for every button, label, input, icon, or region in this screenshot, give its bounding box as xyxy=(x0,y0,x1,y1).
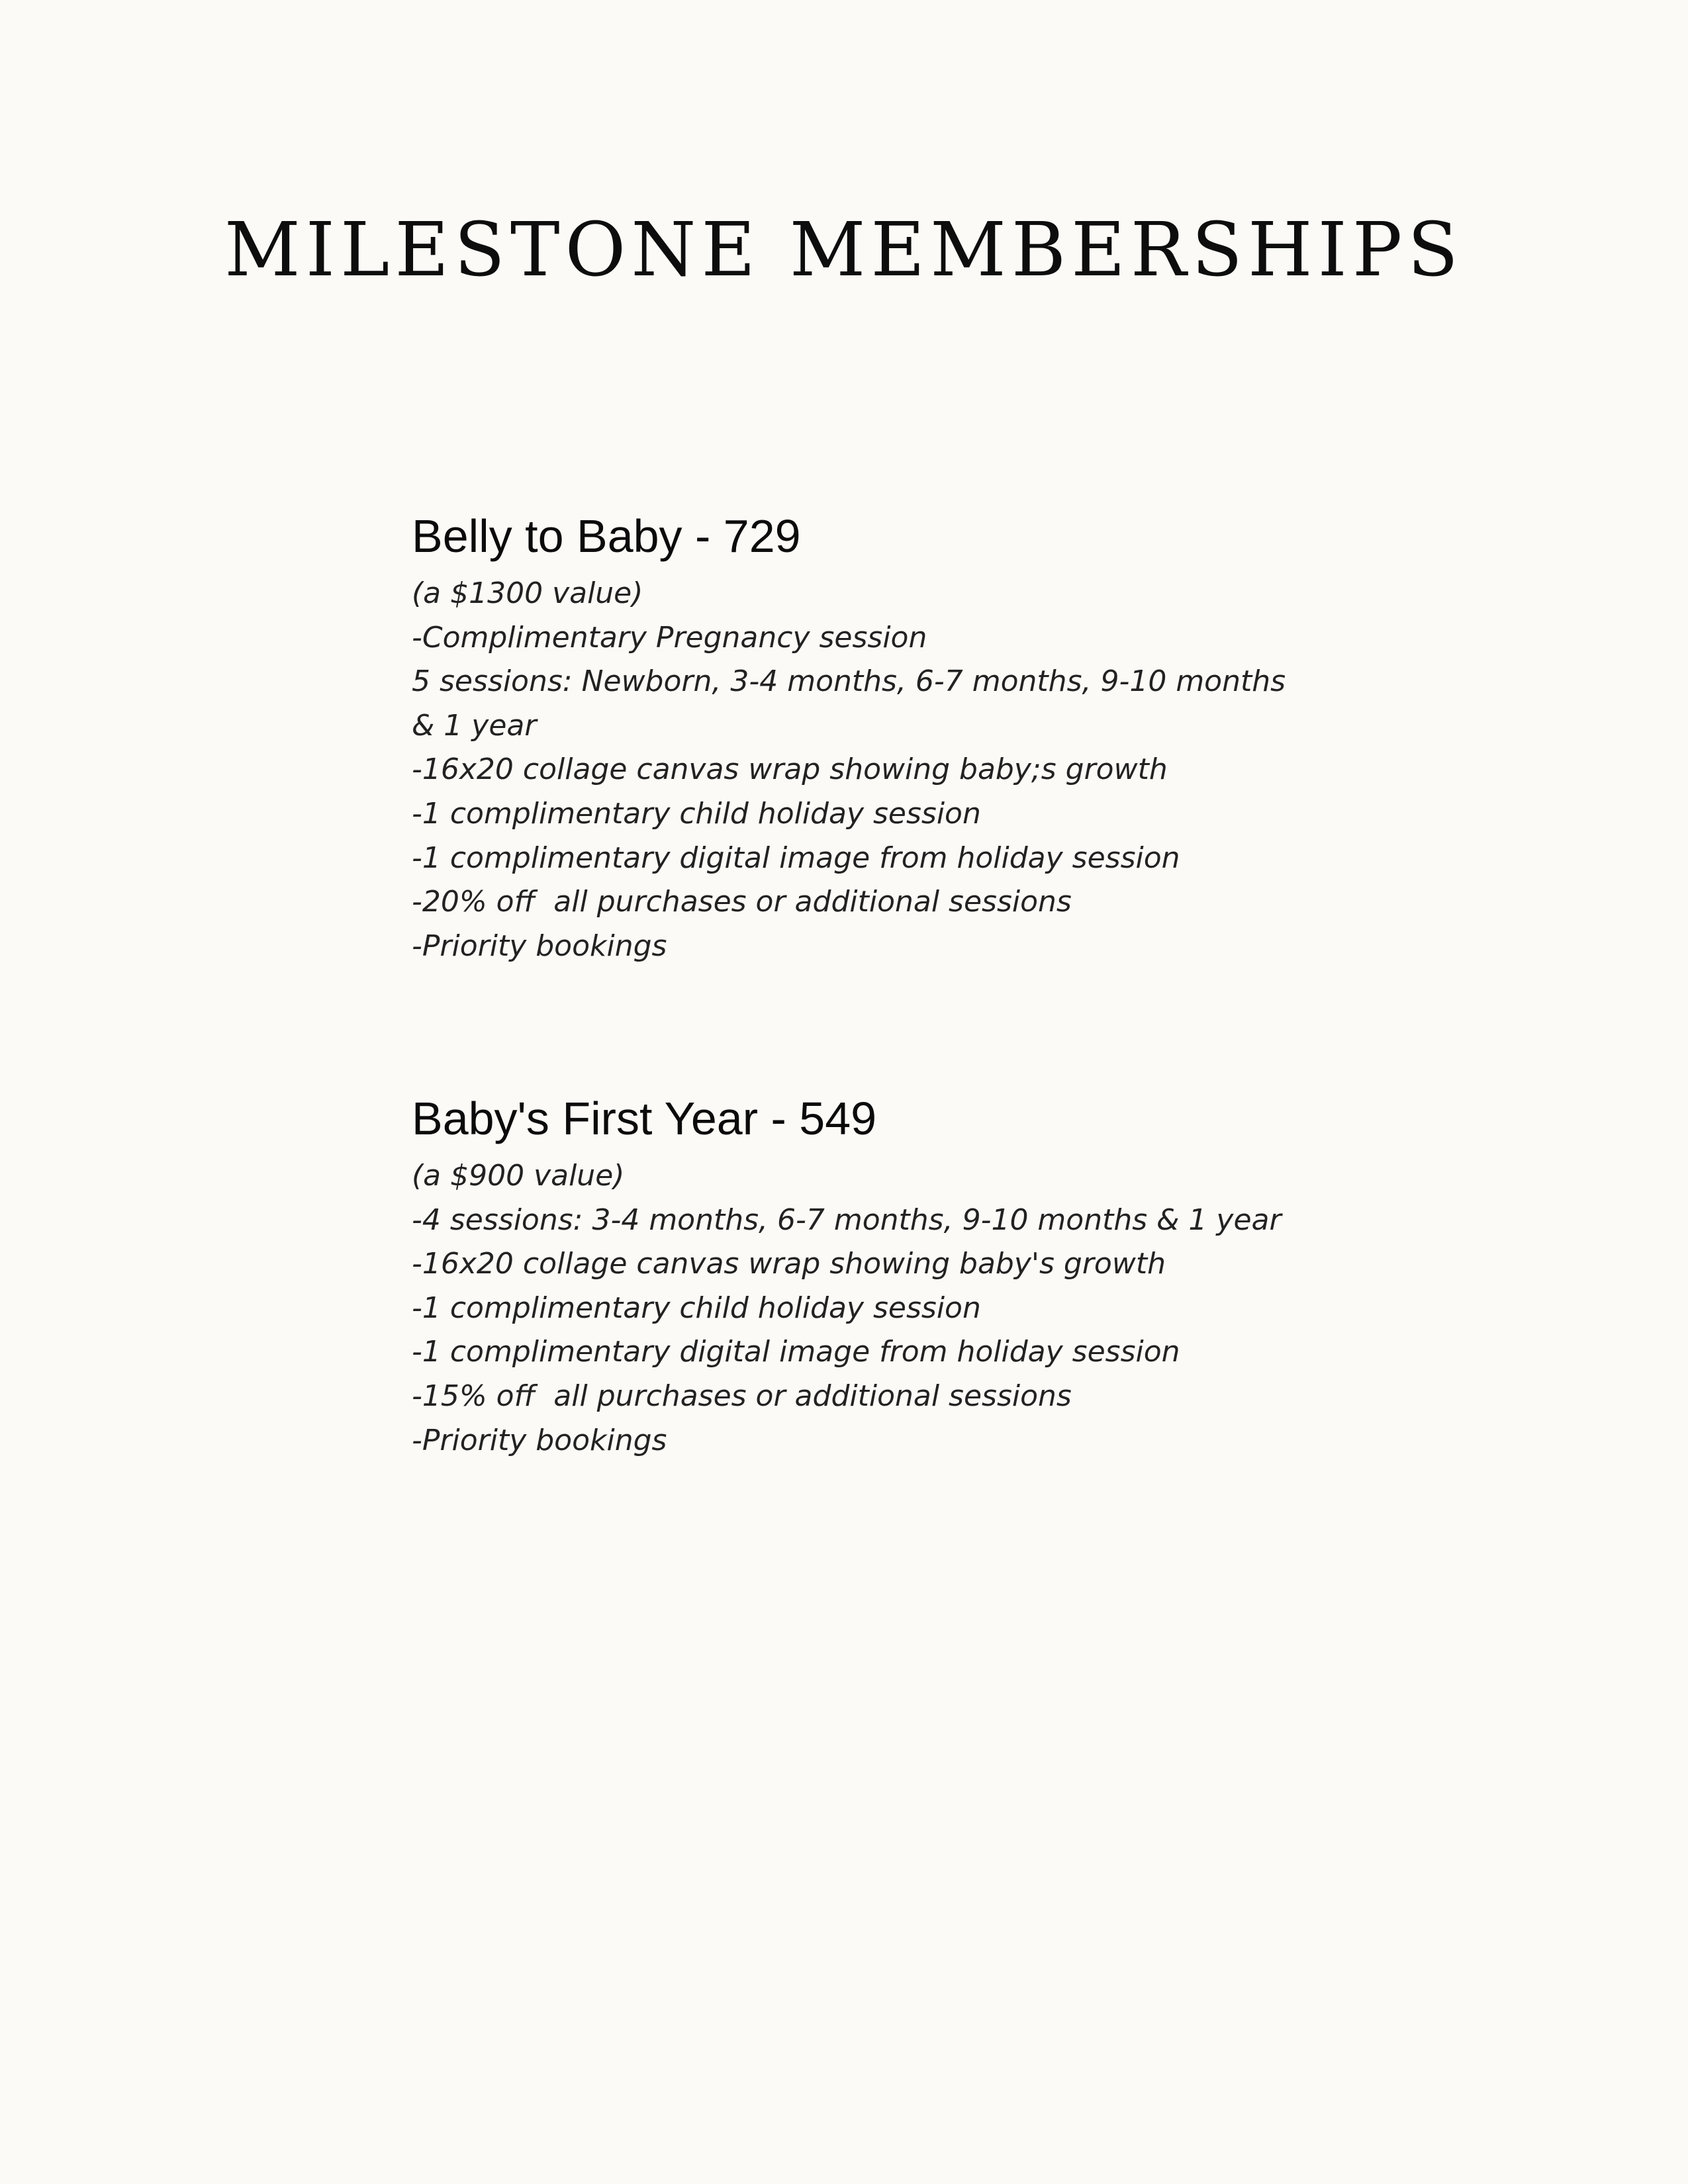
package-babys-first-year xyxy=(412,1085,1338,1463)
package-feature: -1 complimentary child holiday session xyxy=(412,1291,981,1325)
page-title: MILESTONE MEMBERSHIPS xyxy=(224,207,1464,294)
package-heading: Belly to Baby - 729 xyxy=(412,510,801,562)
package-feature: -16x20 collage canvas wrap showing baby;s growth xyxy=(412,752,1168,787)
package-feature: -15% off all purchases or additional sessions xyxy=(412,1379,1072,1413)
package-feature: -20% off all purchases or additional sessions xyxy=(412,885,1072,919)
package-feature: -Priority bookings xyxy=(412,929,667,963)
package-belly-to-baby xyxy=(412,503,1338,968)
package-feature: -1 complimentary digital image from holiday session xyxy=(412,841,1180,875)
package-feature: -Priority bookings xyxy=(412,1423,667,1457)
package-feature: -1 complimentary child holiday session xyxy=(412,796,981,831)
package-feature: -1 complimentary digital image from holiday session xyxy=(412,1335,1180,1369)
package-feature: -4 sessions: 3-4 months, 6-7 months, 9-10 months & 1 year xyxy=(412,1203,1282,1237)
package-feature: & 1 year xyxy=(412,708,537,743)
package-feature: 5 sessions: Newborn, 3-4 months, 6-7 months, 9-10 months xyxy=(412,664,1286,699)
package-value: (a $1300 value) xyxy=(412,576,643,610)
package-heading: Baby's First Year - 549 xyxy=(412,1093,877,1144)
package-feature: -16x20 collage canvas wrap showing baby's growth xyxy=(412,1247,1166,1281)
package-feature: -Complimentary Pregnancy session xyxy=(412,620,927,655)
package-value: (a $900 value) xyxy=(412,1159,625,1193)
